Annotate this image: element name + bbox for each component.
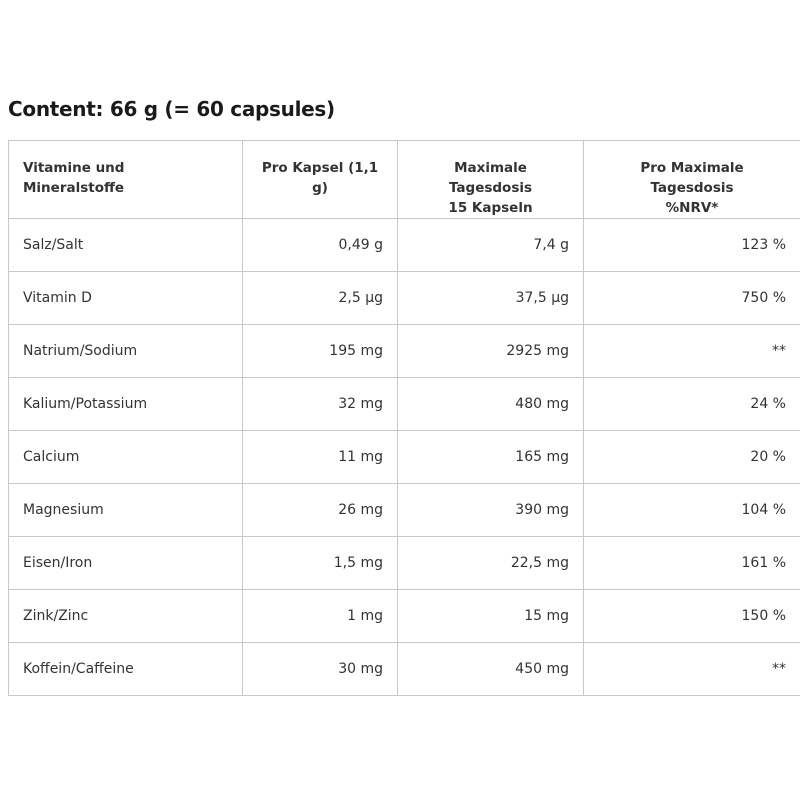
header-max-daily-dose: [398, 141, 584, 219]
max-daily-cell: 165 mg: [398, 431, 584, 484]
table-row: [9, 484, 800, 537]
header-row: [9, 141, 800, 219]
header-vitamins-minerals: [9, 141, 243, 219]
max-daily-cell: 2925 mg: [398, 325, 584, 378]
max-daily-cell: 480 mg: [398, 378, 584, 431]
table-body: [9, 219, 800, 696]
header-per-capsule: [243, 141, 398, 219]
table-row: [9, 378, 800, 431]
header-line-2: 15 Kapseln: [448, 200, 533, 216]
per-capsule-cell: 0,49 g: [243, 219, 398, 272]
table-row: [9, 325, 800, 378]
nrv-cell: **: [584, 643, 800, 696]
header-line: Pro Kapsel (1,1 g): [261, 160, 379, 196]
per-capsule-cell: 30 mg: [243, 643, 398, 696]
header-line: Maximale Tagesdosis: [448, 160, 533, 196]
nutrient-name-cell: Vitamin D: [9, 272, 243, 325]
nrv-cell: 24 %: [584, 378, 800, 431]
per-capsule-cell: 195 mg: [243, 325, 398, 378]
table-row: [9, 590, 800, 643]
nrv-cell: 750 %: [584, 272, 800, 325]
table-header: [9, 141, 800, 219]
table-row: [9, 643, 800, 696]
nrv-cell: **: [584, 325, 800, 378]
header-nrv: [584, 141, 800, 219]
nutrient-name-cell: Kalium/Potassium: [9, 378, 243, 431]
header-line-2: %NRV*: [665, 200, 719, 216]
nrv-cell: 20 %: [584, 431, 800, 484]
table-row: [9, 431, 800, 484]
nutrient-name-cell: Eisen/Iron: [9, 537, 243, 590]
per-capsule-cell: 2,5 µg: [243, 272, 398, 325]
max-daily-cell: 450 mg: [398, 643, 584, 696]
max-daily-cell: 390 mg: [398, 484, 584, 537]
per-capsule-cell: 32 mg: [243, 378, 398, 431]
per-capsule-cell: 1,5 mg: [243, 537, 398, 590]
nutrient-name-cell: Natrium/Sodium: [9, 325, 243, 378]
nrv-cell: 104 %: [584, 484, 800, 537]
per-capsule-cell: 26 mg: [243, 484, 398, 537]
header-line: Pro Maximale Tagesdosis: [640, 160, 744, 196]
nutrient-name-cell: Zink/Zinc: [9, 590, 243, 643]
nrv-cell: 123 %: [584, 219, 800, 272]
nrv-cell: 150 %: [584, 590, 800, 643]
nutrition-table: [8, 140, 800, 696]
nrv-cell: 161 %: [584, 537, 800, 590]
nutrient-name-cell: Calcium: [9, 431, 243, 484]
content-title: Content: 66 g (= 60 capsules): [8, 97, 335, 121]
per-capsule-cell: 11 mg: [243, 431, 398, 484]
nutrient-name-cell: Salz/Salt: [9, 219, 243, 272]
header-line: Vitamine und Mineralstoffe: [23, 160, 125, 196]
table-row: [9, 219, 800, 272]
table-row: [9, 537, 800, 590]
nutrient-name-cell: Magnesium: [9, 484, 243, 537]
table-row: [9, 272, 800, 325]
max-daily-cell: 7,4 g: [398, 219, 584, 272]
nutrient-name-cell: Koffein/Caffeine: [9, 643, 243, 696]
max-daily-cell: 37,5 µg: [398, 272, 584, 325]
max-daily-cell: 15 mg: [398, 590, 584, 643]
per-capsule-cell: 1 mg: [243, 590, 398, 643]
max-daily-cell: 22,5 mg: [398, 537, 584, 590]
